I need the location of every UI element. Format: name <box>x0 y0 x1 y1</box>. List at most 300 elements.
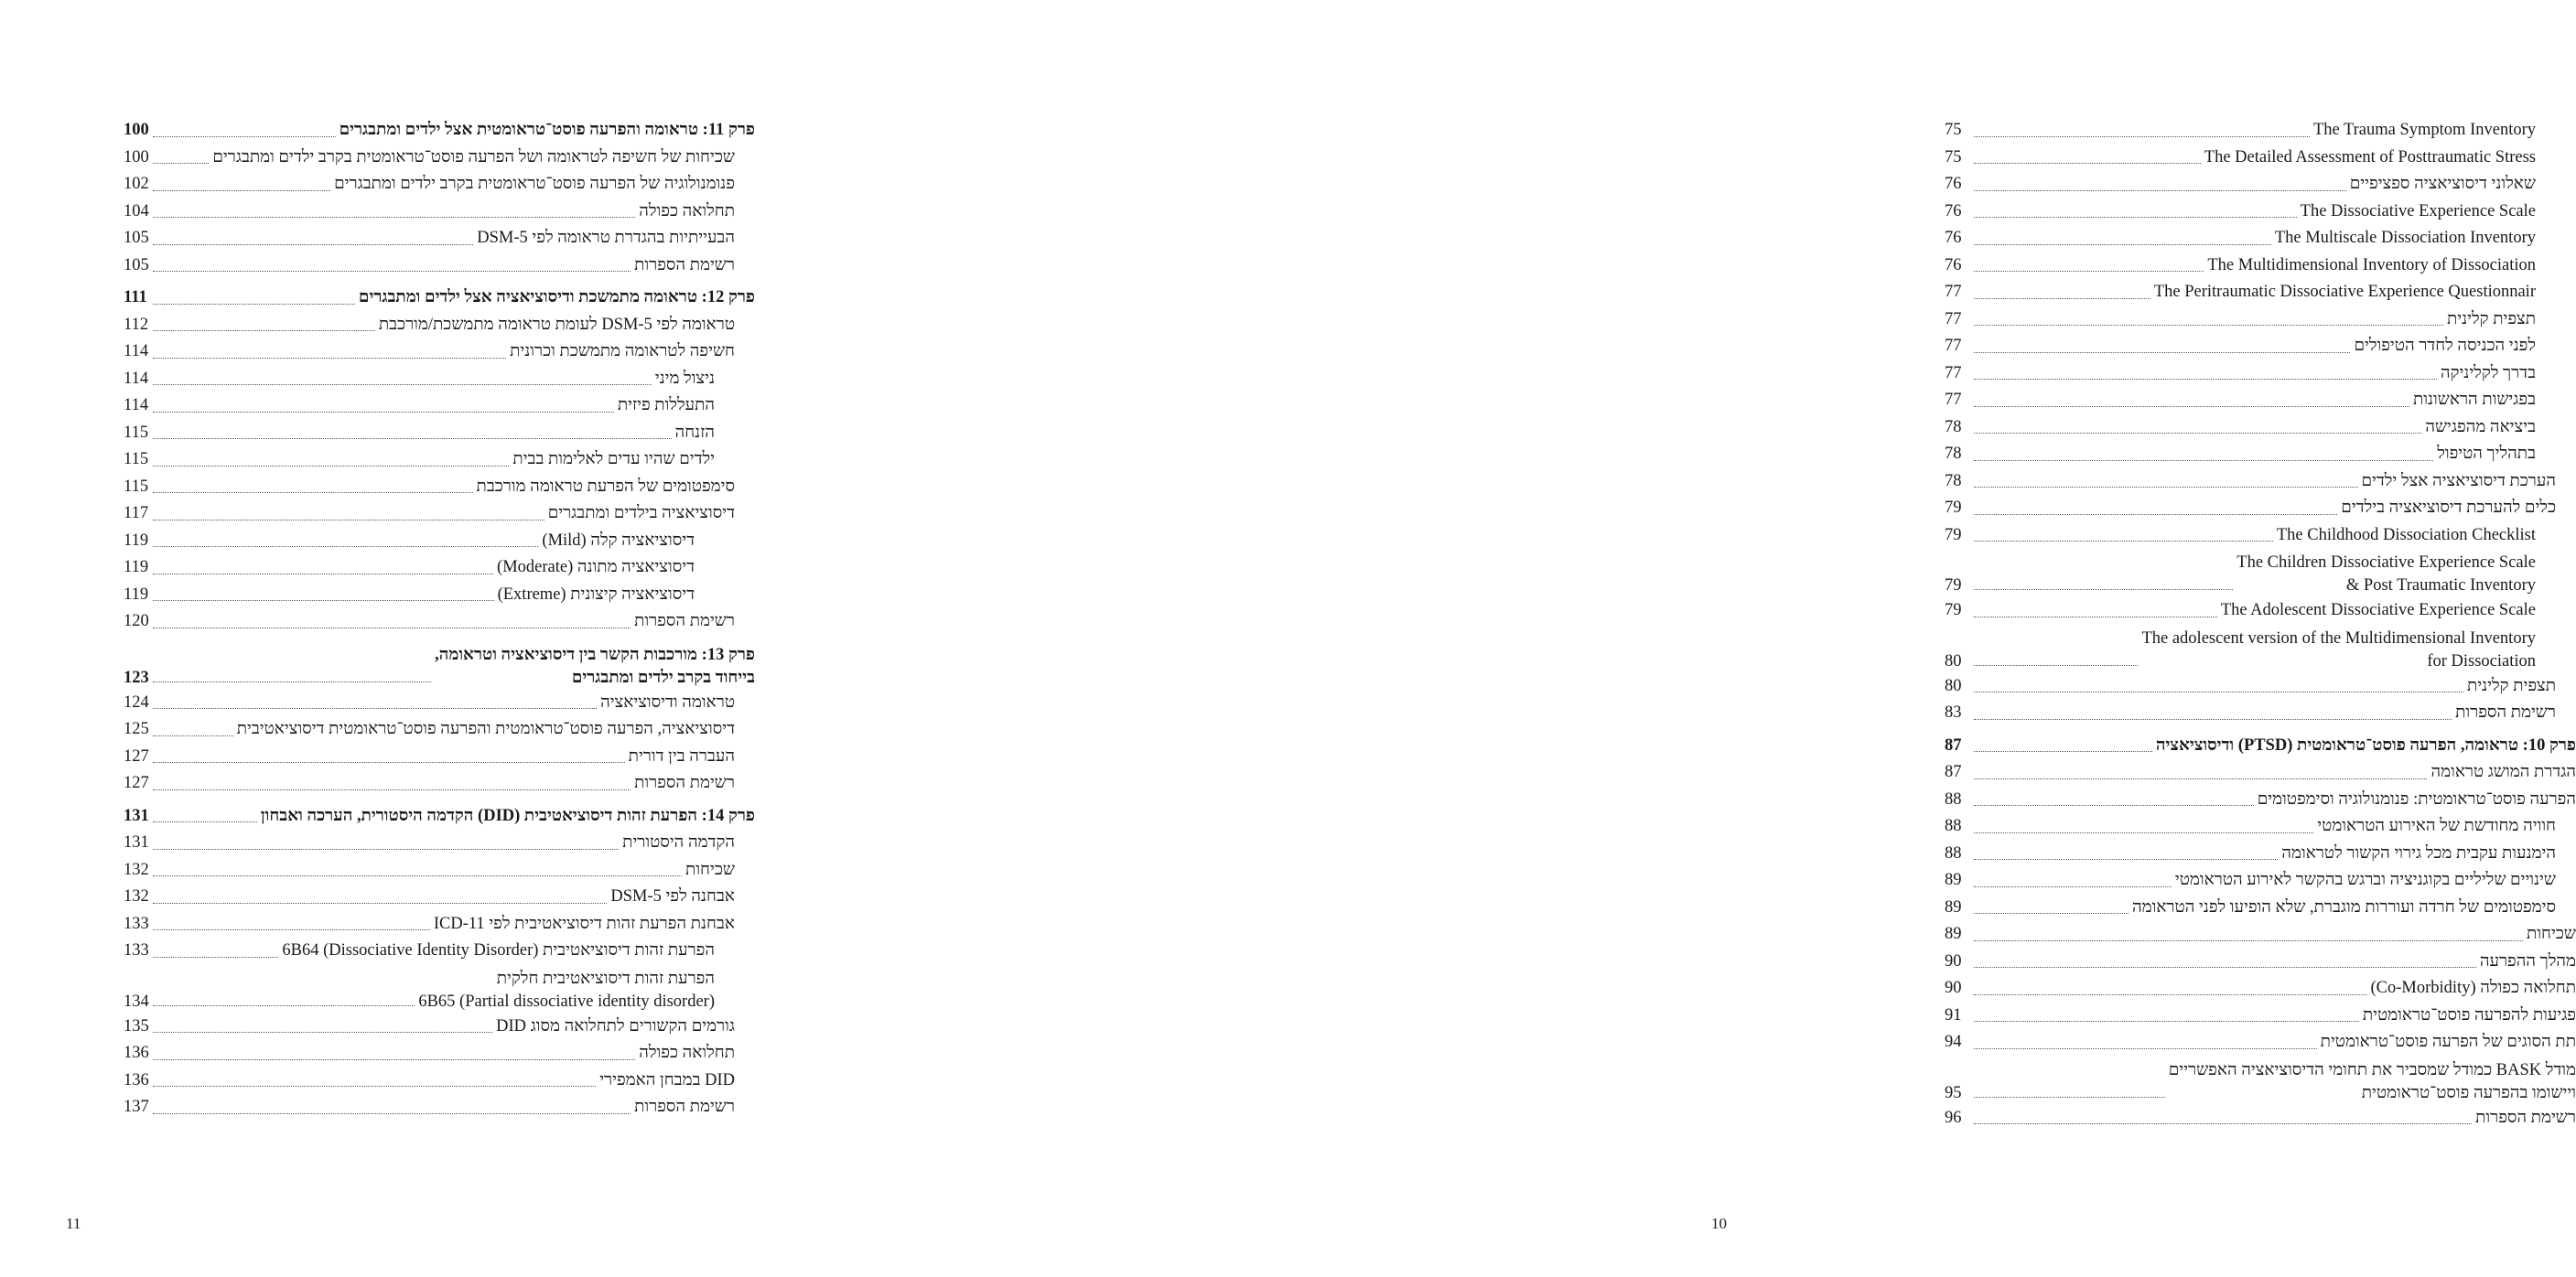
toc-entry-title <box>2430 759 2576 787</box>
toc-page-number: 123 <box>124 668 149 687</box>
toc-entry-title <box>477 225 755 252</box>
toc-entry <box>124 252 755 280</box>
toc-entry-title-line: הערכת דיסוציאציה אצל ילדים <box>2361 471 2556 490</box>
toc-entry <box>124 199 755 226</box>
toc-page-number: 114 <box>124 369 149 388</box>
toc-page-number: 89 <box>1945 897 1962 917</box>
toc-entry-title-line: דיסוציאציה מתונה (Moderate) <box>497 558 695 576</box>
toc-page-number: 95 <box>1945 1083 1962 1102</box>
toc-entry-title-line: The Detailed Assessment of Posttraumatic Stress <box>2204 147 2536 166</box>
toc-entry-title-line: שינויים שליליים בקוגניציה וברגש בהקשר לאירוע הטראומטי <box>2174 871 2556 889</box>
toc-entry-title <box>2350 171 2576 199</box>
toc-entry-title <box>212 145 755 172</box>
toc-entry-title-line: 6B65 (Partial dissociative identity disorder) <box>418 992 715 1011</box>
dot-leader <box>1974 719 2452 720</box>
toc-page-number: 119 <box>124 531 149 550</box>
toc-entry-title <box>435 644 755 690</box>
toc-entry <box>1945 700 2576 727</box>
toc-entry <box>124 1094 755 1121</box>
dot-leader <box>153 330 375 331</box>
toc-entry-title <box>2301 199 2576 226</box>
toc-entry-title <box>685 857 755 885</box>
toc-entry <box>1945 673 2576 701</box>
dot-leader <box>1974 514 2337 515</box>
toc-entry-title <box>634 1094 755 1121</box>
dot-leader <box>1974 190 2346 191</box>
toc-entry-title <box>655 366 755 393</box>
toc-page-number: 117 <box>124 504 149 522</box>
toc-entry-title <box>675 420 755 447</box>
toc-page-number: 76 <box>1945 255 1962 274</box>
toc-entry <box>1945 360 2576 388</box>
toc-entry <box>124 608 755 636</box>
toc-entry-title <box>2362 468 2576 496</box>
toc-entry-title-line: The Adolescent Dissociative Experience Scale <box>2220 601 2536 619</box>
toc-entry-title <box>2156 733 2576 760</box>
toc-entry <box>124 884 755 911</box>
toc-entry <box>124 500 755 528</box>
toc-entry <box>124 338 755 366</box>
dot-leader <box>1974 751 2152 752</box>
toc-entry <box>124 171 755 199</box>
toc-page-number: 78 <box>1945 445 1962 463</box>
toc-page-number: 89 <box>1945 871 1962 889</box>
dot-leader <box>153 244 473 245</box>
dot-leader <box>1974 352 2350 353</box>
dot-leader <box>153 789 631 790</box>
toc-page-number: 102 <box>124 175 149 193</box>
toc-entry-title-line: The Children Dissociative Experience Scale <box>2236 553 2536 572</box>
toc-entry <box>1945 522 2576 550</box>
toc-entry <box>124 420 755 447</box>
toc-entry-title <box>2363 1003 2576 1030</box>
toc-entry <box>124 145 755 172</box>
dot-leader <box>1974 541 2273 542</box>
toc-entry-title <box>379 312 755 339</box>
toc-entry-title <box>496 1014 755 1041</box>
toc-entry <box>1945 625 2576 673</box>
toc-entry-title-line: אבחנת הפרעת זהות דיסוציאטיבית לפי ICD-11 <box>433 914 735 933</box>
toc-page-number: 77 <box>1945 309 1962 328</box>
table-of-contents-right <box>1945 117 2576 1132</box>
dot-leader <box>1974 994 2367 995</box>
toc-page-number: 88 <box>1945 789 1962 809</box>
toc-entry <box>124 857 755 885</box>
toc-entry <box>1945 1105 2576 1132</box>
toc-page-number: 105 <box>124 229 149 247</box>
dot-leader <box>153 271 631 272</box>
toc-entry-title-line: דיסוציאציה קיצונית (Extreme) <box>497 585 695 604</box>
toc-page-number: 77 <box>1945 337 1962 355</box>
toc-entry-title <box>2258 787 2576 814</box>
toc-entry-title <box>2447 306 2576 334</box>
toc-entry <box>124 911 755 939</box>
toc-entry-title-line: רשימת הספרות <box>634 255 735 274</box>
toc-page-number: 131 <box>124 833 149 852</box>
dot-leader <box>153 600 494 601</box>
dot-leader <box>153 438 672 439</box>
toc-entry-title <box>548 500 755 528</box>
dot-leader <box>153 957 278 958</box>
left-page <box>0 0 897 1277</box>
toc-entry-title-line: העברה בין דורית <box>628 746 735 766</box>
toc-entry-title <box>599 1068 755 1095</box>
toc-entry-title <box>340 117 755 145</box>
toc-entry <box>1945 949 2576 976</box>
toc-entry-title-line: תחלואה כפולה <box>639 1044 735 1062</box>
toc-entry <box>124 554 755 582</box>
toc-entry <box>124 690 755 717</box>
dot-leader <box>153 1005 415 1006</box>
toc-entry-title <box>2175 867 2576 895</box>
toc-entry-title <box>418 968 755 1014</box>
toc-entry-title-line: שכיחות <box>2527 925 2576 943</box>
toc-entry <box>1945 495 2576 522</box>
dot-leader <box>1974 136 2310 137</box>
toc-entry-title-line: הפרעת זהות דיסוציאטיבית חלקית <box>496 969 715 988</box>
toc-entry-title <box>2275 225 2576 252</box>
toc-chapter-entry <box>124 641 755 690</box>
dot-leader <box>153 466 509 467</box>
toc-page-number: 89 <box>1945 925 1962 943</box>
toc-page-number: 133 <box>124 914 149 933</box>
toc-entry-title <box>261 803 755 831</box>
dot-leader <box>1974 665 2138 666</box>
toc-page-number: 100 <box>124 121 149 139</box>
toc-entry-title-line: בפגישות הראשונות <box>2413 391 2536 409</box>
dot-leader <box>1974 325 2443 326</box>
dot-leader <box>153 1059 635 1060</box>
toc-entry-title <box>600 690 755 717</box>
toc-entry-title-line: בדרך לקליניקה <box>2440 363 2536 382</box>
toc-page-number: 87 <box>1945 735 1962 755</box>
toc-entry-title-line: ילדים שהיו עדים לאלימות בבית <box>512 450 715 468</box>
toc-page-number: 119 <box>124 558 149 576</box>
toc-entry <box>124 225 755 252</box>
dot-leader <box>153 136 336 137</box>
toc-entry-title-line: רשימת הספרות <box>634 612 735 630</box>
toc-entry <box>1945 1029 2576 1057</box>
toc-entry-title-line: פרק 10: טראומה, הפרעה פוסט־טראומטית (PTSD) ודיסוציאציה <box>2155 735 2576 755</box>
toc-page-number: 127 <box>124 774 149 792</box>
toc-entry-title-line: התעללות פיזית <box>617 396 715 414</box>
toc-entry <box>124 446 755 474</box>
toc-entry-title-line: גורמים הקשורים לתחלואה מסוג DID <box>496 1016 735 1036</box>
toc-entry <box>1945 225 2576 252</box>
toc-entry-title-line: חשיפה לטראומה מתמשכת וכרונית <box>510 342 735 360</box>
toc-page-number: 136 <box>124 1044 149 1062</box>
toc-entry <box>124 1014 755 1041</box>
toc-page-number: 78 <box>1945 471 1962 490</box>
dot-leader <box>1974 940 2523 941</box>
toc-entry-title-line: The Dissociative Experience Scale <box>2300 201 2536 220</box>
toc-entry-title <box>634 770 755 798</box>
toc-entry-title-line: DID במבחן האמפירי <box>599 1070 735 1089</box>
toc-entry-title <box>2341 495 2576 522</box>
toc-entry-title-line: פרק 12: טראומה מתמשכת ודיסוציאציה אצל ילדים ומתבגרים <box>358 288 755 306</box>
toc-entry-title <box>2371 975 2576 1003</box>
dot-leader <box>153 190 330 191</box>
toc-entry-title-line: סימפטומים של הפרעת טראומה מורכבת <box>476 477 735 496</box>
toc-entry-title-line: לפני הכניסה לחדר הטיפולים <box>2354 337 2536 355</box>
toc-entry-title-line: הקדמה היסטורית <box>622 833 735 852</box>
dot-leader <box>1974 244 2271 245</box>
toc-entry <box>124 312 755 339</box>
toc-entry-title <box>2207 252 2576 280</box>
toc-entry <box>1945 787 2576 814</box>
toc-page-number: 127 <box>124 746 149 766</box>
table-of-contents-left <box>124 117 755 1121</box>
toc-page-number: 77 <box>1945 391 1962 409</box>
toc-entry-title-line: סימפטומים של חרדה ועוררות מוגברת, שלא הופיעו לפני הטראומה <box>2131 897 2556 917</box>
toc-page-number: 132 <box>124 887 149 906</box>
toc-entry-title-line: חוויה מחודשת של האירוע הטראומטי <box>2317 817 2556 835</box>
page-number-right: 10 <box>1711 1215 1727 1232</box>
toc-page-number: 136 <box>124 1070 149 1089</box>
toc-entry <box>124 830 755 857</box>
toc-entry-title <box>434 911 755 939</box>
toc-entry-title-line: ניצול מיני <box>654 369 715 388</box>
dot-leader <box>153 358 506 359</box>
toc-entry-title-line: תחלואה כפולה (Co-Morbidity) <box>2370 979 2576 997</box>
toc-page-number: 115 <box>124 423 149 442</box>
toc-entry-title <box>2441 360 2576 388</box>
toc-entry-title-line: תחלואה כפולה <box>639 201 735 220</box>
toc-entry-title-line: שאלוני דיסוציאציה ספציפיים <box>2349 175 2536 193</box>
toc-page-number: 77 <box>1945 363 1962 382</box>
toc-entry-title <box>2437 441 2576 468</box>
toc-page-number: 79 <box>1945 601 1962 619</box>
toc-page-number: 91 <box>1945 1005 1962 1025</box>
toc-page-number: 114 <box>124 342 149 360</box>
toc-entry-title <box>2154 279 2576 306</box>
toc-page-number: 131 <box>124 806 149 825</box>
toc-entry-title-line: רשימת הספרות <box>634 1098 735 1116</box>
toc-entry-title <box>542 528 755 555</box>
toc-entry <box>1945 921 2576 949</box>
dot-leader <box>153 1086 596 1087</box>
toc-page-number: 76 <box>1945 175 1962 193</box>
toc-entry-title-line: שכיחות של חשיפה לטראומה ושל הפרעה פוסט־טראומטית בקרב ילדים ומתבגרים <box>212 147 735 166</box>
toc-page-number: 79 <box>1945 499 1962 517</box>
dot-leader <box>1974 379 2437 380</box>
toc-entry <box>124 528 755 555</box>
dot-leader <box>1974 163 2201 164</box>
toc-page-number: 105 <box>124 255 149 274</box>
toc-entry <box>1945 279 2576 306</box>
dot-leader <box>1974 406 2409 407</box>
toc-entry-title-line: & Post Traumatic Inventory <box>2345 576 2536 595</box>
toc-entry-title <box>629 744 755 771</box>
toc-entry-title <box>2475 1105 2576 1132</box>
toc-page-number: 90 <box>1945 951 1962 971</box>
toc-page-number: 75 <box>1945 147 1962 166</box>
toc-entry-title-line: רשימת הספרות <box>2475 1108 2576 1127</box>
toc-entry <box>124 770 755 798</box>
toc-page-number: 90 <box>1945 979 1962 997</box>
toc-chapter-entry <box>124 117 755 145</box>
toc-entry-title <box>510 338 755 366</box>
toc-page-number: 76 <box>1945 201 1962 220</box>
dot-leader <box>153 412 614 413</box>
toc-entry-title-line: דיסוציאציה בילדים ומתבגרים <box>547 504 735 522</box>
toc-entry-title-line: הזנחה <box>674 423 715 442</box>
toc-page-number: 119 <box>124 585 149 604</box>
dot-leader <box>153 304 355 305</box>
toc-entry-title <box>2132 895 2576 922</box>
toc-entry <box>124 938 755 965</box>
dot-leader <box>153 492 473 493</box>
toc-entry-title-line: דיסוציאציה קלה (Mild) <box>542 531 695 550</box>
toc-entry <box>124 1040 755 1068</box>
dot-leader <box>1974 1123 2472 1124</box>
dot-leader <box>1974 487 2358 488</box>
dot-leader <box>1974 967 2476 968</box>
toc-entry <box>1945 841 2576 868</box>
toc-entry-title <box>497 554 755 582</box>
dot-leader <box>153 163 209 164</box>
dot-leader <box>153 875 682 876</box>
toc-entry-title-line: בייחוד בקרב ילדים ומתבגרים <box>571 668 755 687</box>
toc-entry-title <box>2480 949 2576 976</box>
toc-page-number: 75 <box>1945 121 1962 139</box>
toc-entry-title-line: טראומה ודיסוציאציה <box>600 692 735 712</box>
toc-entry-title-line: The adolescent version of the Multidimensional Inventory <box>2141 628 2536 648</box>
toc-entry-title-line: רשימת הספרות <box>2455 703 2556 722</box>
toc-entry-title-line: כלים להערכת דיסוציאציה בילדים <box>2341 499 2556 517</box>
dot-leader <box>153 762 625 763</box>
toc-entry-title-line: for Dissociation <box>2427 651 2536 671</box>
toc-entry <box>1945 414 2576 442</box>
right-page <box>897 0 2576 1277</box>
toc-chapter-entry <box>124 803 755 831</box>
toc-entry-title-line: רשימת הספרות <box>634 774 735 792</box>
toc-page-number: 115 <box>124 450 149 468</box>
toc-entry-title-line: פרק 13: מורכבות הקשר בין דיסוציאציה וטראומה, <box>435 645 755 664</box>
toc-entry-title <box>618 392 755 420</box>
toc-entry-title-line: תצפית קלינית <box>2467 676 2556 695</box>
toc-entry <box>1945 1057 2576 1105</box>
dot-leader <box>153 849 619 850</box>
toc-page-number: 78 <box>1945 417 1962 436</box>
toc-entry-title <box>237 716 755 744</box>
toc-entry-title-line: פנומנולוגיה של הפרעה פוסט־טראומטית בקרב ילדים ומתבגרים <box>334 175 735 193</box>
toc-entry <box>1945 387 2576 414</box>
dot-leader <box>153 903 607 904</box>
toc-page-number: 80 <box>1945 676 1962 695</box>
toc-page-number: 114 <box>124 396 149 414</box>
toc-entry-title-line: תצפית קלינית <box>2447 309 2536 328</box>
toc-entry-title <box>334 171 755 199</box>
dot-leader <box>153 735 233 736</box>
toc-entry-title-line: פרק 11: טראומה והפרעה פוסט־טראומטית אצל ילדים ומתבגרים <box>339 121 755 139</box>
toc-entry <box>124 965 755 1014</box>
toc-entry-title-line: The Multiscale Dissociation Inventory <box>2274 229 2536 247</box>
toc-entry <box>1945 597 2576 625</box>
toc-entry <box>1945 199 2576 226</box>
dot-leader <box>1974 1097 2165 1098</box>
toc-page-number: 100 <box>124 147 149 166</box>
toc-entry-title-line: הבעייתיות בהגדרת טראומה לפי DSM-5 <box>477 229 735 247</box>
toc-entry <box>1945 549 2576 597</box>
toc-entry <box>1945 895 2576 922</box>
toc-entry <box>124 474 755 501</box>
toc-page-number: 124 <box>124 692 149 712</box>
toc-entry <box>1945 306 2576 334</box>
toc-entry-title <box>2281 841 2576 868</box>
dot-leader <box>153 217 635 218</box>
toc-entry-title-line: מודל BASK כמודל שמסביר את תחומי הדיסוציאציה האפשריים <box>2168 1060 2576 1079</box>
toc-page-number: 76 <box>1945 229 1962 247</box>
dot-leader <box>153 546 538 547</box>
toc-page-number: 134 <box>124 992 149 1011</box>
dot-leader <box>153 1032 492 1033</box>
toc-entry-title <box>639 1040 755 1068</box>
toc-entry-title <box>2455 700 2576 727</box>
toc-page-number: 111 <box>124 288 147 306</box>
toc-entry <box>124 1068 755 1095</box>
toc-entry <box>1945 333 2576 360</box>
toc-page-number: 87 <box>1945 763 1962 781</box>
toc-entry-title <box>2141 628 2576 673</box>
toc-entry-title-line: טראומה לפי DSM-5 לעומת טראומה מתמשכת/מורכבת <box>378 315 735 334</box>
toc-entry-title-line: The Peritraumatic Dissociative Experience Questionnair <box>2153 283 2536 301</box>
toc-entry-title-line: פגיעות להפרעה פוסט־טראומטית <box>2362 1005 2576 1025</box>
toc-entry-title <box>282 938 755 965</box>
toc-entry-title-line: הימנעות עקבית מכל גירוי הקשור לטראומה <box>2281 843 2556 863</box>
toc-entry-title-line: ביציאה מהפגישה <box>2425 417 2536 436</box>
toc-page-number: 79 <box>1945 576 1962 595</box>
toc-entry-title-line: הגדרת המושג טראומה <box>2430 763 2576 781</box>
toc-entry <box>1945 975 2576 1003</box>
dot-leader <box>1974 298 2150 299</box>
toc-chapter-entry <box>1945 733 2576 760</box>
toc-entry <box>1945 252 2576 280</box>
toc-entry-title <box>2317 813 2576 841</box>
toc-page-number: 137 <box>124 1098 149 1116</box>
toc-entry-title-line: שכיחות <box>685 860 735 879</box>
toc-page-number: 112 <box>124 315 149 334</box>
toc-page-number: 94 <box>1945 1033 1962 1051</box>
dot-leader <box>1974 778 2427 779</box>
toc-entry-title <box>2236 552 2576 597</box>
toc-page-number: 80 <box>1945 651 1962 671</box>
toc-entry-title <box>2204 145 2576 172</box>
page-number-left: 11 <box>66 1215 81 1232</box>
toc-entry-title <box>634 608 755 636</box>
toc-page-number: 135 <box>124 1016 149 1036</box>
dot-leader <box>1974 859 2278 860</box>
toc-entry-title <box>639 199 755 226</box>
toc-entry-title <box>2277 522 2576 550</box>
toc-entry <box>1945 441 2576 468</box>
dot-leader <box>153 384 652 385</box>
toc-page-number: 104 <box>124 201 149 220</box>
dot-leader <box>1974 271 2204 272</box>
toc-entry-title-line: בתהליך הטיפול <box>2437 445 2536 463</box>
toc-entry <box>124 582 755 609</box>
toc-page-number: 132 <box>124 860 149 879</box>
toc-entry-title-line: פרק 14: הפרעת זהות דיסוציאטיבית (DID) הקדמה היסטורית, הערכה ואבחון <box>260 806 755 825</box>
toc-entry-title <box>634 252 755 280</box>
toc-page-number: 125 <box>124 720 149 738</box>
toc-entry <box>124 392 755 420</box>
toc-entry-title <box>2425 414 2576 442</box>
toc-entry-title-line: The Multidimensional Inventory of Dissociation <box>2207 255 2536 274</box>
toc-entry-title-line: The Trauma Symptom Inventory <box>2312 121 2536 139</box>
dot-leader <box>1974 805 2254 806</box>
toc-page-number: 88 <box>1945 817 1962 835</box>
